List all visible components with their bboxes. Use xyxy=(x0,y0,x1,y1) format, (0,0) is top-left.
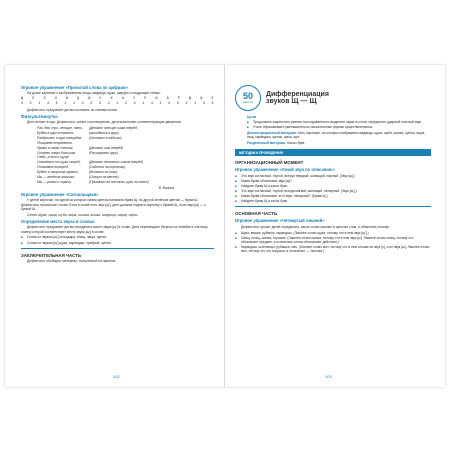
game2-title: Игровое упражнение «Сигнальщики» xyxy=(21,192,99,198)
game1-intro: На доске картинки с изображением леща, медведя, щуки, шарфа и следующие схемы: xyxy=(27,91,161,96)
lesson-label: занятие xyxy=(242,100,254,104)
fizk-title: Физкультминутка xyxy=(21,113,58,119)
final-text: Дефектолог обобщает материал, полученный на занятии. xyxy=(27,258,117,263)
letter: А xyxy=(166,97,170,102)
letter: Щ xyxy=(189,97,192,102)
digit: 4 xyxy=(107,102,111,107)
poem-line: Мы — резвы и горячи. xyxy=(37,179,72,184)
digit: 4 xyxy=(81,102,85,107)
method-bar: МЕТОДИКА ПРОВЕДЕНИЯ xyxy=(235,149,431,156)
poem-line: Станет озеро большим. xyxy=(37,150,76,155)
left-page xyxy=(5,65,225,387)
poem-author: В. Волина xyxy=(158,185,174,190)
lesson-number: 50 xyxy=(242,91,253,101)
digit: 5 xyxy=(55,102,59,107)
book-spread xyxy=(5,65,445,387)
digit: 1 xyxy=(38,102,41,107)
digit: 2 xyxy=(124,102,128,107)
place-text: Дефектолог предлагает детям определить место звука [щ'] в слове. Дети перемещают бегунок на линейке в клеточку, номер которой соответствует месту звука [щ'] в слове. xyxy=(21,225,209,234)
org-title: ОРГАНИЗАЦИОННЫЙ МОМЕНТ xyxy=(235,160,304,166)
poem-action: (Встают на ноги) xyxy=(89,170,118,175)
poem xyxy=(37,126,214,185)
page-number: 102 xyxy=(113,373,120,379)
place-title: Определение места звука в словах xyxy=(21,219,95,225)
game1-list xyxy=(235,174,431,204)
letter: Л xyxy=(43,97,46,102)
poem-action: (Делают четыре шага вперёд, xyxy=(89,126,138,131)
letter: К xyxy=(110,97,114,102)
divider xyxy=(21,248,214,249)
list-item: ■ Карандаш, шлёпанцы, рубашка, мяч. (Лишнее слово мяч, потому что в нем слышится звук [ч], а не звук [ш]. Лишнее слово мяч, потому что это игрушка, а остальное — тапочки.) xyxy=(235,245,431,254)
digit: 2 xyxy=(29,102,33,107)
digit: 2 xyxy=(90,102,93,107)
letter: Н xyxy=(54,97,58,102)
fizk-intro: Дети встают в круг. Дефектолог читает стихотворение, дети выполняют соответствующие движения. xyxy=(27,120,182,125)
list-item: ■ Какая буква обозначает звук [ш]? xyxy=(235,179,431,183)
letter: А xyxy=(121,97,125,102)
handout-label: Раздаточный материал. xyxy=(247,140,287,145)
main-title: ОСНОВНАЯ ЧАСТЬ xyxy=(235,211,278,217)
poem-line: Глядь, а вот и щука! xyxy=(37,155,70,160)
handout-text: Кассы букв. xyxy=(287,140,306,145)
letter: Р xyxy=(144,97,147,102)
list-item: ■ Продолжать закреплять умение последовательно выделять звуки из слов, определять ударный гласный звук. xyxy=(247,120,431,124)
poem-action xyxy=(89,141,214,145)
page-number: 103 xyxy=(325,373,332,379)
game2-list xyxy=(235,231,431,254)
list-item: ■ Учить образовывать уменьшительно-ласкательные формы существительных. xyxy=(247,125,431,129)
poem-action: (Хлопают в ладоши). xyxy=(89,135,123,140)
letter: У xyxy=(99,97,102,102)
poem-action: (Делают несколько шагов вперёд) xyxy=(89,160,144,165)
digit: 2 xyxy=(185,102,189,107)
digit: 4 xyxy=(211,102,214,107)
poem-action: (Расширяют круг). xyxy=(89,150,119,155)
letter: Р xyxy=(177,97,181,102)
demo-text: Мяч, картинки, на которых изображены медведь, щука, шуба, шапка, щётка, ящик, лещ, карандаш, щенок, щека, щит. xyxy=(247,130,426,139)
lesson-badge xyxy=(235,85,261,111)
right-page xyxy=(225,65,445,387)
digit: 2 xyxy=(159,102,163,107)
digit: 1 xyxy=(116,102,119,107)
final-title: ЗАКЛЮЧИТЕЛЬНАЯ ЧАСТЬ xyxy=(21,252,82,258)
digit: 1 xyxy=(142,102,145,107)
poem-action xyxy=(89,155,214,159)
goals-box xyxy=(247,115,431,145)
letter: Ц xyxy=(77,97,80,102)
game2-text: У детей карточки, на одной из которых синим цветом написана буква Щ, на другой зелёным цветом — буква Ш. Дефектолог произносит слова. Если в слове есть звук [щ'], дети должны поднять карточку с буквой Щ, если звук [ш] — с буквой Ш. xyxy=(21,198,206,211)
list-item: ■ Какая буква обозначает этот звук, непарный? (Буква Щ.) xyxy=(235,194,431,198)
poem-action: (Скачут на месте). xyxy=(89,174,120,179)
letter: Ш xyxy=(155,97,158,102)
letter: Ш xyxy=(88,97,91,102)
digits-row xyxy=(21,102,214,106)
digit: 3 xyxy=(133,102,137,107)
digit: 1 xyxy=(64,102,67,107)
game2-title: Игровое упражнение «Четвертый лишний» xyxy=(235,218,325,224)
place-list xyxy=(21,235,214,244)
list-item: ■ Это звук согласный, глухой, всегда твердый, шипящий, парный. (Звук [ш].) xyxy=(235,174,431,178)
digit: 1 xyxy=(72,102,76,107)
digit: 5 xyxy=(176,102,180,107)
letter: Е xyxy=(32,97,35,102)
letter: Щ xyxy=(21,97,24,102)
poem-line: Раз, два, три, четыре, пять, xyxy=(37,126,83,131)
letter: Ш xyxy=(200,97,203,102)
demo-label: Демонстрационный материал. xyxy=(247,130,298,135)
game2-words: Слова: Щука, чаща, шуба, ящик, шишка, кошка, ящерица, шарф, щека... xyxy=(27,212,140,217)
list-item: ■ Найдите букву Щ в кассе букв. xyxy=(235,199,431,203)
digit: 4 xyxy=(46,102,50,107)
poem-line: Мы — весёлые лягушки, xyxy=(37,174,76,179)
poem-action: (Прыгают на носочках, руки на поясе) xyxy=(89,179,149,184)
list-item: ■ Слова со звуком [щ'] щука, карандаш, храбрый, щетка. xyxy=(21,241,214,245)
lesson-header xyxy=(235,85,431,111)
letter: Е xyxy=(211,97,214,102)
poem-line: Будем в круг вставать. xyxy=(37,130,75,135)
poem-action: (Садятся на корточки). xyxy=(89,165,127,170)
digit: 3 xyxy=(21,102,24,107)
digit: 3 xyxy=(98,102,102,107)
list-item: ■ Свищ, плащ, шапка, горошек. (Лишнее слово шапка, потому что в нем звук [ш]. Лишнее слово плащ, потому что обозначает предмет, а остальные слова обозначают действия.) xyxy=(235,236,431,245)
game1-text: Дефектолог предлагает детям составить по схемам слова. xyxy=(27,107,118,112)
letter: И xyxy=(65,97,69,102)
poem-line: Будет в лягушках играть, xyxy=(37,170,79,175)
poem-action: (Делают шаг вперёд) xyxy=(89,145,124,150)
poem-line: Разбрелись в круг площадке, xyxy=(37,135,83,140)
poem-line: Поиграем непременно. xyxy=(37,140,73,145)
lesson-title-2: звуков Щ — Щ xyxy=(266,98,317,105)
digit: 1 xyxy=(194,102,197,107)
list-item: ■ Слова со звуком [щ'] площадка, плащ, чаща, щетка. xyxy=(21,235,214,239)
game1-title: Игровое упражнение «Прочитай слова по цифрам» xyxy=(21,85,128,90)
list-item: ■ Это звук согласный, глухой, всегда мягкий, шипящий, непарный. (Звук [щ'].) xyxy=(235,189,431,193)
game2-intro: Дефектолог просит детей определить, какое слово лишнее в цепочке слов, и объяснить почему. xyxy=(241,224,390,229)
game1-title: Игровое упражнение «Узнай звук по описанию» xyxy=(235,167,335,173)
goals-title: Цели xyxy=(247,115,257,119)
list-item: ■ Шука, вешка, рубанок, карандаш. (Лишнее слово щука, потому что в нем звук [щ'].) xyxy=(235,231,431,235)
poem-line: Спасаемся от щуки скорей, xyxy=(37,160,81,165)
lesson-title-1: Дифференциация xyxy=(266,90,329,98)
digit: 3 xyxy=(168,102,171,107)
letter: У xyxy=(133,97,136,102)
goals-list xyxy=(247,120,431,129)
divider xyxy=(235,206,431,207)
poem-action: расходятся в круг). xyxy=(89,130,120,135)
poem-line: Уплываем поскорей. xyxy=(37,165,69,170)
digit: 4 xyxy=(150,102,154,107)
poem-line: Прямо в озеро спешим, xyxy=(37,145,74,150)
letters-row xyxy=(21,97,214,101)
digit: 3 xyxy=(202,102,206,107)
list-item: ■ Найдите букву Ш в кассе букв. xyxy=(235,184,431,188)
